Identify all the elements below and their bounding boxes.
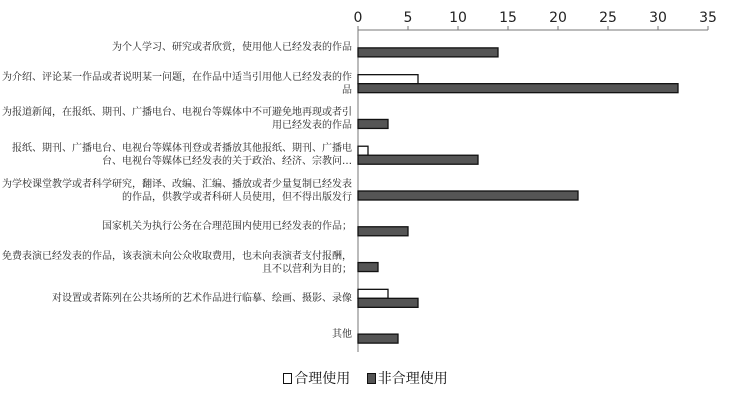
category-label: 为个人学习、研究或者欣赏，使用他人已经发表的作品 [112,42,352,54]
bar-unfair-use [358,119,388,128]
x-tick-label: 15 [499,10,517,26]
category-label: 免费表演已经发表的作品，该表演未向公众收取费用，也未向表演者支付报酬，且不以营利为目的； [2,250,352,275]
category-label: 其他 [332,328,352,340]
x-tick-label: 5 [403,10,413,26]
category-label: 报纸、期刊、广播电台、电视台等媒体刊登或者播放其他报纸、期刊、广播电台、电视台等媒体已经发表的关于政治、经济、宗教问… [12,143,352,168]
legend-label-unfair-use: 非合理使用 [377,371,448,387]
bar-unfair-use [358,84,678,93]
category-label: 国家机关为执行公务在合理范围内使用已经发表的作品； [102,221,352,233]
x-tick-label: 10 [449,10,467,26]
bar-fair-use [358,75,418,84]
bar-unfair-use [358,227,408,236]
legend [0,368,731,388]
category-label: 为学校课堂教学或者科学研究，翻译、改编、汇编、播放或者少量复制已经发表的作品，供教学或者科研人员使用，但不得出版发行 [2,179,352,203]
bar-unfair-use [358,155,478,164]
bar-unfair-use [358,191,578,200]
x-tick-label: 20 [549,10,567,26]
legend-swatch-fair-use [283,373,292,384]
bar-fair-use [358,289,388,298]
bar-unfair-use [358,263,378,272]
legend-item-fair-use [283,368,350,388]
legend-label-fair-use: 合理使用 [294,371,351,387]
x-tick-label: 35 [699,10,717,26]
bar-unfair-use [358,298,418,307]
bar-fair-use [358,146,368,155]
category-label: 对设置或者陈列在公共场所的艺术作品进行临摹、绘画、摄影、录像 [52,292,352,304]
bar-unfair-use [358,334,398,343]
legend-swatch-unfair-use [367,373,376,384]
legend-item-unfair-use [367,368,448,388]
x-tick-label: 0 [353,10,363,26]
bar-unfair-use [358,48,498,57]
category-label: 为报道新闻，在报纸、期刊、广播电台、电视台等媒体中不可避免地再现或者引用已经发表的作品 [2,107,352,132]
x-tick-label: 25 [599,10,617,26]
category-label: 为介绍、评论某一作品或者说明某一问题，在作品中适当引用他人已经发表的作品 [2,71,352,96]
x-tick-label: 30 [649,10,667,26]
